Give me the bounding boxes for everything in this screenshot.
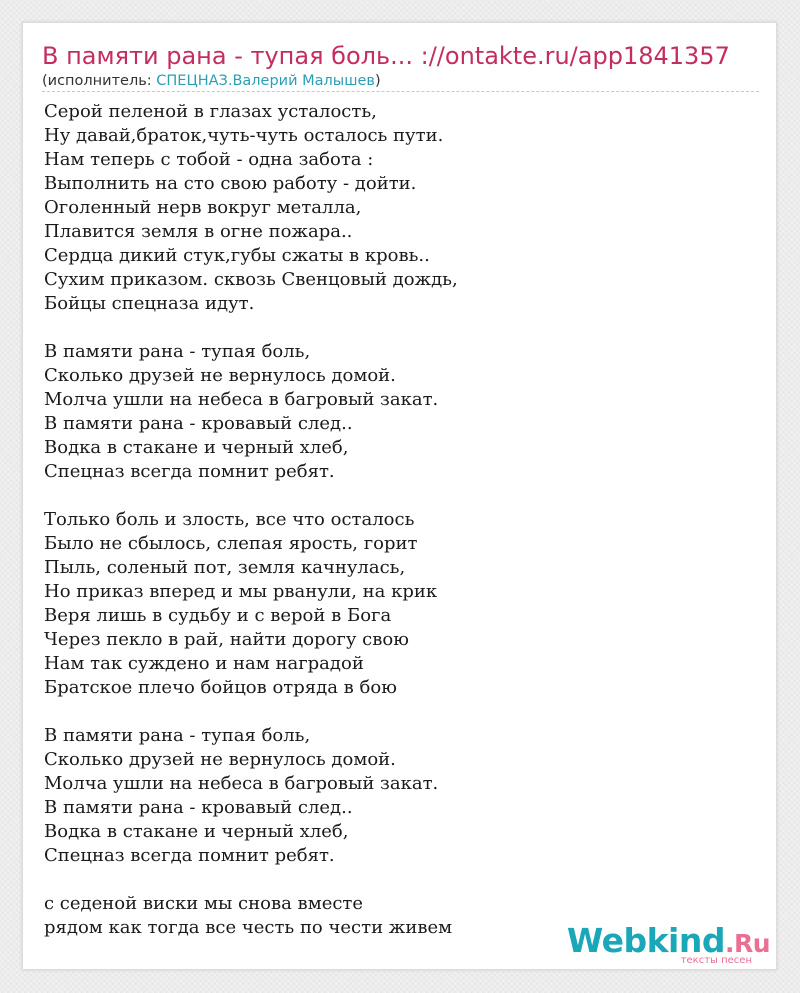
stanza-break — [44, 868, 744, 892]
performer-line — [42, 72, 381, 90]
logo-suffix-text: .Ru — [724, 929, 770, 958]
lyric-line: Выполнить на сто свою работу - дойти. — [44, 173, 417, 194]
stanza-break — [44, 316, 744, 340]
title-divider — [42, 91, 759, 92]
lyric-line: Бойцы спецназа идут. — [44, 293, 255, 314]
lyric-line: Оголенный нерв вокруг металла, — [44, 197, 362, 218]
lyric-line: рядом как тогда все честь по чести живем — [44, 917, 453, 938]
stanza-break — [44, 700, 744, 724]
lyric-line: Водка в стакане и черный хлеб, — [44, 821, 349, 842]
lyric-line: с седеной виски мы снова вместе — [44, 893, 364, 914]
lyric-line: Братское плечо бойцов отряда в бою — [44, 677, 397, 698]
lyric-line: Было не сбылось, слепая ярость, горит — [44, 533, 418, 554]
lyric-line: Сколько друзей не вернулось домой. — [44, 365, 396, 386]
lyric-line: Сколько друзей не вернулось домой. — [44, 749, 396, 770]
lyric-line: В памяти рана - кровавый след.. — [44, 797, 353, 818]
lyric-line: Серой пеленой в глазах усталость, — [44, 101, 377, 122]
lyrics-text — [44, 100, 744, 940]
lyrics-card — [22, 22, 777, 970]
lyric-line: В памяти рана - тупая боль, — [44, 341, 311, 362]
logo-main-text: Webkind — [566, 921, 725, 960]
logo-tagline: тексты песен — [680, 955, 752, 966]
lyric-line: Молча ушли на небеса в багровый закат. — [44, 389, 439, 410]
lyric-line: Нам теперь с тобой - одна забота : — [44, 149, 374, 170]
lyric-line: Спецназ всегда помнит ребят. — [44, 461, 335, 482]
lyric-line: Веря лишь в судьбу и с верой в Бога — [44, 605, 392, 626]
performer-prefix: (исполнитель: — [42, 73, 157, 89]
lyric-line: Через пекло в рай, найти дорогу свою — [44, 629, 409, 650]
webkind-logo[interactable] — [566, 921, 770, 967]
lyric-line: Только боль и злость, все что осталось — [44, 509, 415, 530]
performer-link[interactable]: СПЕЦНАЗ.Валерий Малышев — [156, 73, 375, 89]
page-title: В памяти рана - тупая боль... ://ontakte.ru/app1841357 — [42, 42, 730, 70]
lyric-line: Пыль, соленый пот, земля качнулась, — [44, 557, 406, 578]
lyric-line: В памяти рана - тупая боль, — [44, 725, 311, 746]
lyric-line: Сухим приказом. сквозь Свенцовый дождь, — [44, 269, 458, 290]
stanza-break — [44, 484, 744, 508]
lyric-line: Но приказ вперед и мы рванули, на крик — [44, 581, 438, 602]
lyric-line: Ну давай,браток,чуть-чуть осталось пути. — [44, 125, 444, 146]
lyric-line: В памяти рана - кровавый след.. — [44, 413, 353, 434]
lyric-line: Нам так суждено и нам наградой — [44, 653, 364, 674]
lyric-line: Спецназ всегда помнит ребят. — [44, 845, 335, 866]
lyric-line: Водка в стакане и черный хлеб, — [44, 437, 349, 458]
lyric-line: Сердца дикий стук,губы сжаты в кровь.. — [44, 245, 430, 266]
lyric-line: Молча ушли на небеса в багровый закат. — [44, 773, 439, 794]
lyric-line: Плавится земля в огне пожара.. — [44, 221, 353, 242]
performer-suffix: ) — [374, 73, 381, 89]
